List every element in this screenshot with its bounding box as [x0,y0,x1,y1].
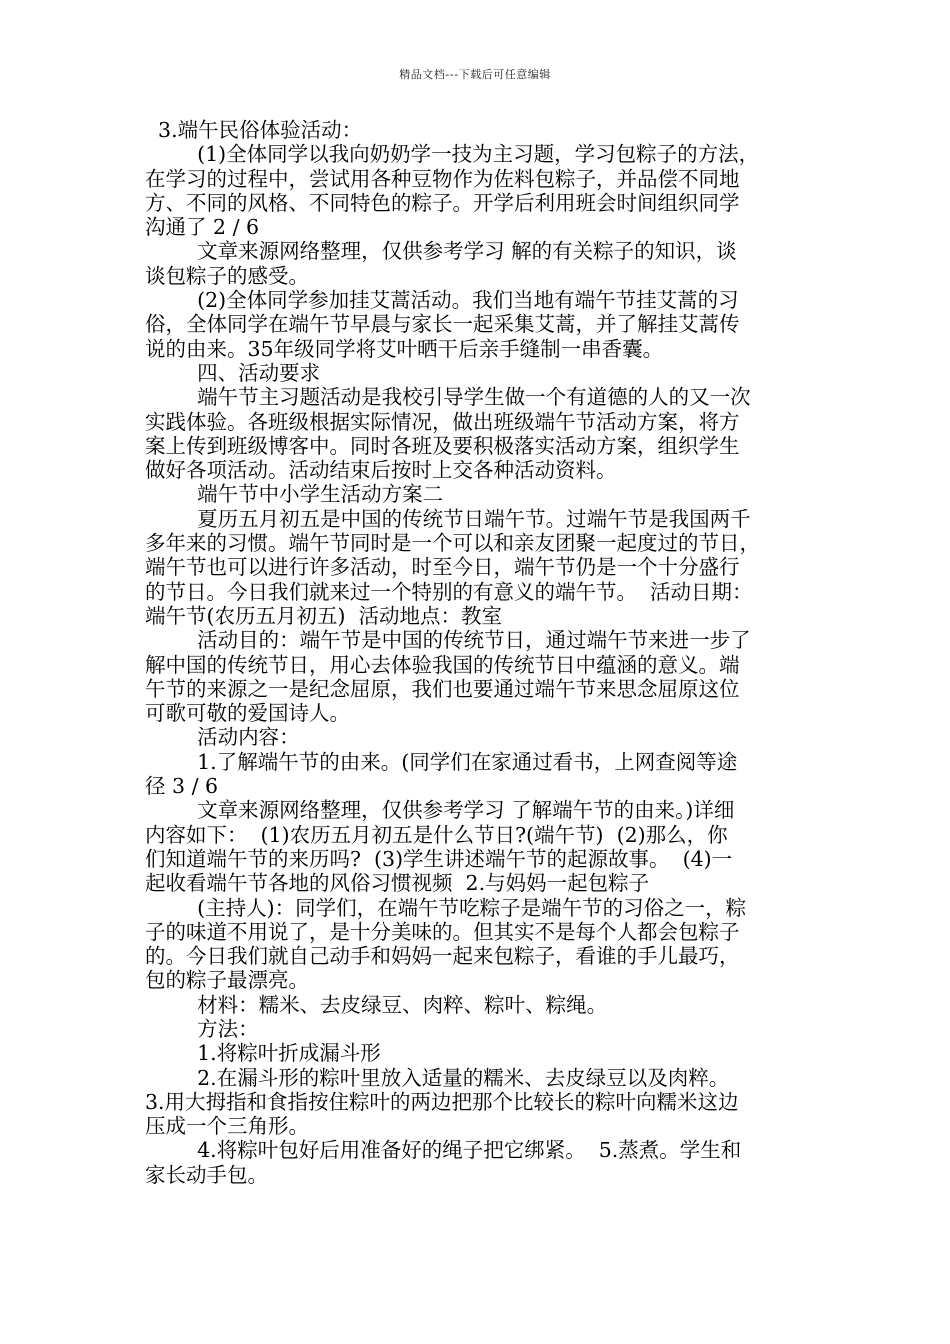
text-line: 四、活动要求 [145,360,321,385]
text-line: 实践体验。各班级根据实际情况，做出班级端午节活动方案，将方 [145,409,740,434]
text-line: 谈包粽子的感受。 [145,263,309,288]
text-line: 端午节中小学生活动方案二 [145,482,444,507]
text-line: 案上传到班级博客中。同时各班及要积极落实活动方案，组织学生 [145,433,740,458]
page-header: 精品文档---下载后可任意编辑 [399,68,551,81]
text-line: 3.端午民俗体验活动： [145,118,363,142]
text-line: 端午节主习题活动是我校引导学生做一个有道德的人的又一次 [145,385,751,410]
text-line: 的。今日我们就自己动手和妈妈一起来包粽子，看谁的手儿最巧， [145,944,740,969]
text-line: 解中国的传统节日，用心去体验我国的传统节日中蕴涵的意义。端 [145,652,740,677]
text-line: 子的味道不用说了，是十分美味的。但其实不是每个人都会包粽子 [145,919,740,944]
text-line: 方法： [145,1016,259,1041]
text-line: 在学习的过程中，尝试用各种豆物作为佐料包粽子，并品偿不同地 [145,166,740,191]
text-line: 2.在漏斗形的粽叶里放入适量的糯米、去皮绿豆以及肉粹。 [145,1065,730,1090]
text-line: 4.将粽叶包好后用准备好的绳子把它绑紧。 5.蒸煮。学生和 [145,1138,742,1163]
text-line: 可歌可敬的爱国诗人。 [145,701,350,726]
text-line: 方、不同的风格、不同特色的粽子。开学后利用班会时间组织同学 [145,190,740,215]
text-line: (2)全体同学参加挂艾蒿活动。我们当地有端午节挂艾蒿的习 [145,288,739,313]
text-line: 3.用大拇指和食指按住粽叶的两边把那个比较长的粽叶向糯米这边 [145,1089,739,1114]
text-line: 内容如下： (1)农历五月初五是什么节日?(端午节) (2)那么，你 [145,822,728,847]
text-line: 夏历五月初五是中国的传统节日端午节。过端午节是我国两千 [145,506,751,531]
text-line: (主持人)：同学们，在端午节吃粽子是端午节的习俗之一，粽 [145,895,747,920]
text-line: 们知道端午节的来历吗? (3)学生讲述端午节的起源故事。 (4)一 [145,846,733,871]
text-line: 包的粽子最漂亮。 [145,968,309,993]
text-line: 文章来源网络整理，仅供参考学习 解的有关粽子的知识，谈 [145,239,737,264]
text-line: 家长动手包。 [145,1162,268,1187]
text-line: (1)全体同学以我向奶奶学一技为主习题，学习包粽子的方法， [145,142,760,167]
text-line: 起收看端午节各地的风俗习惯视频 2.与妈妈一起包粽子 [145,871,650,896]
text-line: 午节的来源之一是纪念屈原，我们也要通过端午节来思念屈原这位 [145,676,740,701]
text-line: 俗，全体同学在端午节早晨与家长一起采集艾蒿，并了解挂艾蒿传 [145,312,740,337]
text-line: 做好各项活动。活动结束后按时上交各种活动资料。 [145,458,617,483]
text-line: 端午节也可以进行许多活动，时至今日，端午节仍是一个十分盛行 [145,555,740,580]
text-line: 文章来源网络整理，仅供参考学习 了解端午节的由来。)详细 [145,798,735,823]
text-line: 的节日。今日我们就来过一个特别的有意义的端午节。 活动日期： [145,579,753,604]
text-line: 活动目的：端午节是中国的传统节日，通过端午节来进一步了 [145,628,751,653]
text-line: 端午节(农历五月初五) 活动地点：教室 [145,603,503,628]
text-line: 1.了解端午节的由来。(同学们在家通过看书，上网查阅等途 [145,749,738,774]
text-line: 沟通了 2 / 6 [145,215,260,240]
text-line: 压成一个三角形。 [145,1114,309,1139]
text-line: 1.将粽叶折成漏斗形 [145,1041,381,1066]
document-body [145,118,815,1187]
text-line: 多年来的习惯。端午节同时是一个可以和亲友团聚一起度过的节日， [145,531,760,556]
text-line: 活动内容： [145,725,300,750]
text-line: 材料：糯米、去皮绿豆、肉粹、粽叶、粽绳。 [145,992,608,1017]
text-line: 说的由来。35年级同学将艾叶晒干后亲手缝制一串香囊。 [145,336,664,361]
text-line: 径 3 / 6 [145,774,219,799]
